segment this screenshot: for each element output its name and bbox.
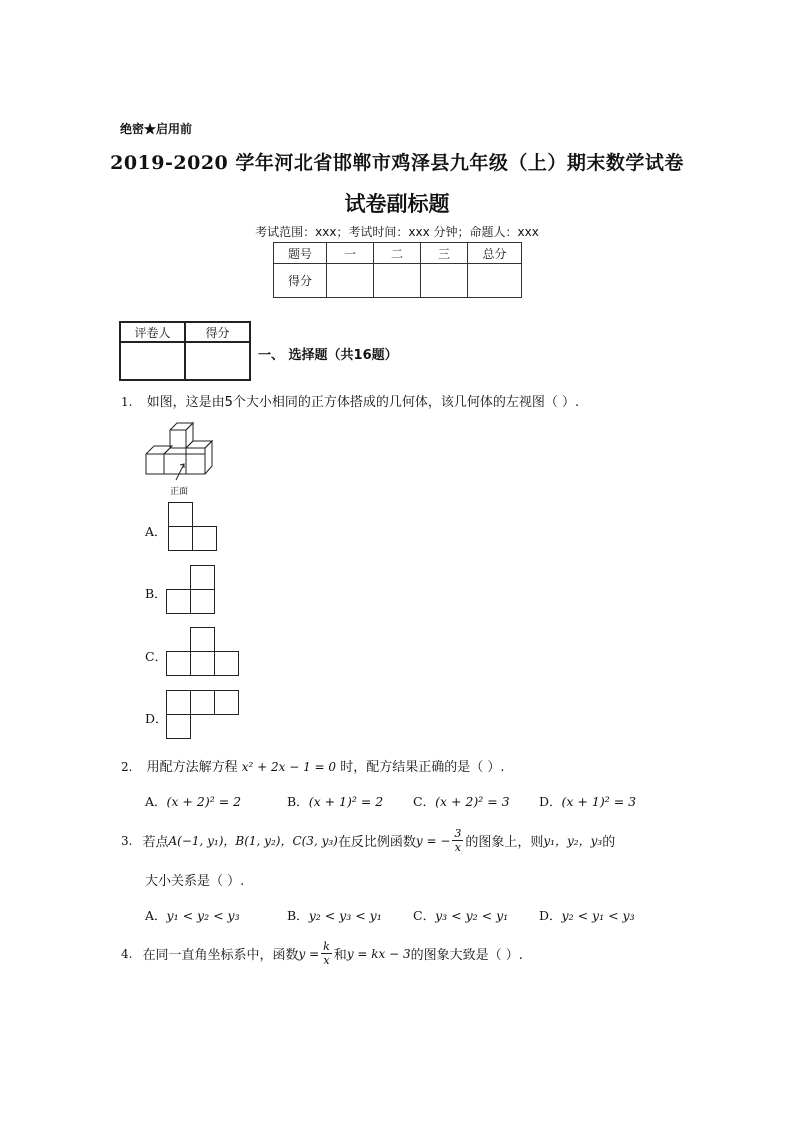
- score-cell: [421, 264, 468, 298]
- exam-info: 考试范围：xxx；考试时间：xxx 分钟；命题人：xxx: [255, 225, 539, 239]
- grader-header-cell: 评卷人: [120, 322, 185, 342]
- q3-option-c: [413, 906, 508, 924]
- question-text-end: 的: [602, 835, 616, 850]
- option-value: y₃ < y₂ < y₁: [435, 908, 509, 923]
- question-3: [121, 827, 615, 854]
- option-value: y₂ < y₁ < y₃: [561, 908, 635, 923]
- exam-title: 2019-2020 学年河北省邯郸市鸡泽县九年级（上）期末数学试卷: [110, 152, 684, 174]
- score-cell: [468, 264, 522, 298]
- score-table: [273, 242, 522, 298]
- function2: y = kx − 3: [346, 946, 411, 961]
- option-b-drawing: [166, 565, 218, 617]
- fraction-denominator: x: [454, 841, 461, 854]
- score-header-cell: 二: [374, 243, 421, 264]
- question-number: 4.: [121, 946, 133, 961]
- score-header-cell: 总分: [468, 243, 522, 264]
- option-c-shape: [166, 627, 240, 683]
- score-cell: [327, 264, 374, 298]
- question-number: 1.: [121, 395, 133, 409]
- q3-option-a: [145, 906, 240, 924]
- q3-option-b: [287, 906, 382, 924]
- option-label: A．: [145, 908, 167, 923]
- option-value: y₁ < y₂ < y₃: [166, 908, 240, 923]
- question-number: 2.: [121, 760, 133, 774]
- exam-subtitle: 试卷副标题: [344, 191, 450, 216]
- question-text: 如图，这是由5个大小相同的正方体搭成的几何体，该几何体的左视图（ ）.: [146, 395, 580, 410]
- question-text-mid: 在反比例函数: [337, 835, 416, 850]
- question-text-before: 用配方法解方程: [146, 760, 238, 775]
- option-a-drawing: [168, 502, 218, 552]
- option-label-a: A．: [145, 524, 167, 539]
- secret-label: 绝密★启用前: [120, 122, 193, 136]
- option-value: (x + 1)² = 2: [308, 794, 384, 809]
- grader-table: [119, 321, 251, 381]
- option-value: y₂ < y₃ < y₁: [308, 908, 382, 923]
- section-heading: 一、 选择题（共16题）: [258, 348, 398, 363]
- points: A(−1, y₁)，B(1, y₂)，C(3, y₃): [168, 834, 338, 848]
- option-label-c: C．: [145, 649, 168, 664]
- question-number: 3.: [121, 833, 133, 848]
- option-value: (x + 1)² = 3: [561, 794, 637, 809]
- question-1: [121, 391, 579, 410]
- option-label: D．: [539, 794, 562, 809]
- option-value: (x + 2)² = 3: [435, 794, 510, 809]
- score-row-label: 得分: [274, 264, 327, 298]
- question-text-after: 时，配方结果正确的是（ ）.: [340, 760, 505, 775]
- grader-header-cell: 得分: [185, 322, 250, 342]
- option-a-shape: [168, 502, 218, 556]
- variables: y₁，y₂，y₃: [543, 834, 603, 848]
- q2-option-b: [287, 792, 383, 810]
- option-label: C．: [413, 908, 436, 923]
- score-cell: [374, 264, 421, 298]
- function-lhs: y = −: [415, 833, 451, 848]
- fraction: [452, 827, 463, 854]
- option-value: (x + 2)² = 2: [166, 794, 242, 809]
- score-header-cell: 题号: [274, 243, 327, 264]
- option-label: B．: [287, 794, 309, 809]
- option-label-d: D．: [145, 711, 168, 726]
- option-label: B．: [287, 908, 309, 923]
- grader-cell: [120, 342, 185, 380]
- fraction-numerator: 3: [454, 827, 462, 840]
- equation: x² + 2x − 1 = 0: [241, 760, 337, 774]
- option-b-shape: [166, 565, 218, 621]
- figure-label: 正面: [170, 487, 189, 497]
- question-3-line2: 大小关系是（ ）.: [145, 874, 245, 889]
- option-d-drawing: [166, 690, 240, 742]
- q2-option-d: [539, 792, 636, 810]
- score-header-cell: 一: [327, 243, 374, 264]
- question-text-before: 在同一直角坐标系中，函数: [142, 948, 299, 963]
- q2-option-c: [413, 792, 510, 810]
- option-label: C．: [413, 794, 436, 809]
- cube-figure: [140, 414, 230, 502]
- score-header-cell: 三: [421, 243, 468, 264]
- fraction-numerator: k: [323, 940, 330, 953]
- option-label: A．: [145, 794, 167, 809]
- option-c-drawing: [166, 627, 240, 679]
- fraction-denominator: x: [323, 954, 330, 967]
- question-text-after: 的图象大致是（ ）.: [410, 948, 523, 963]
- option-label-b: B．: [145, 586, 167, 601]
- grader-cell: [185, 342, 250, 380]
- fraction: [321, 940, 332, 967]
- question-text-mid: 和: [333, 948, 347, 963]
- q3-option-d: [539, 906, 635, 924]
- question-2: [121, 756, 504, 775]
- q2-option-a: [145, 792, 241, 810]
- question-text-after: 的图象上，则: [465, 835, 544, 850]
- question-4: [121, 940, 523, 967]
- option-label: D．: [539, 908, 562, 923]
- option-d-shape: [166, 690, 240, 746]
- question-text-before: 若点: [142, 835, 169, 850]
- function1-lhs: y =: [298, 946, 320, 961]
